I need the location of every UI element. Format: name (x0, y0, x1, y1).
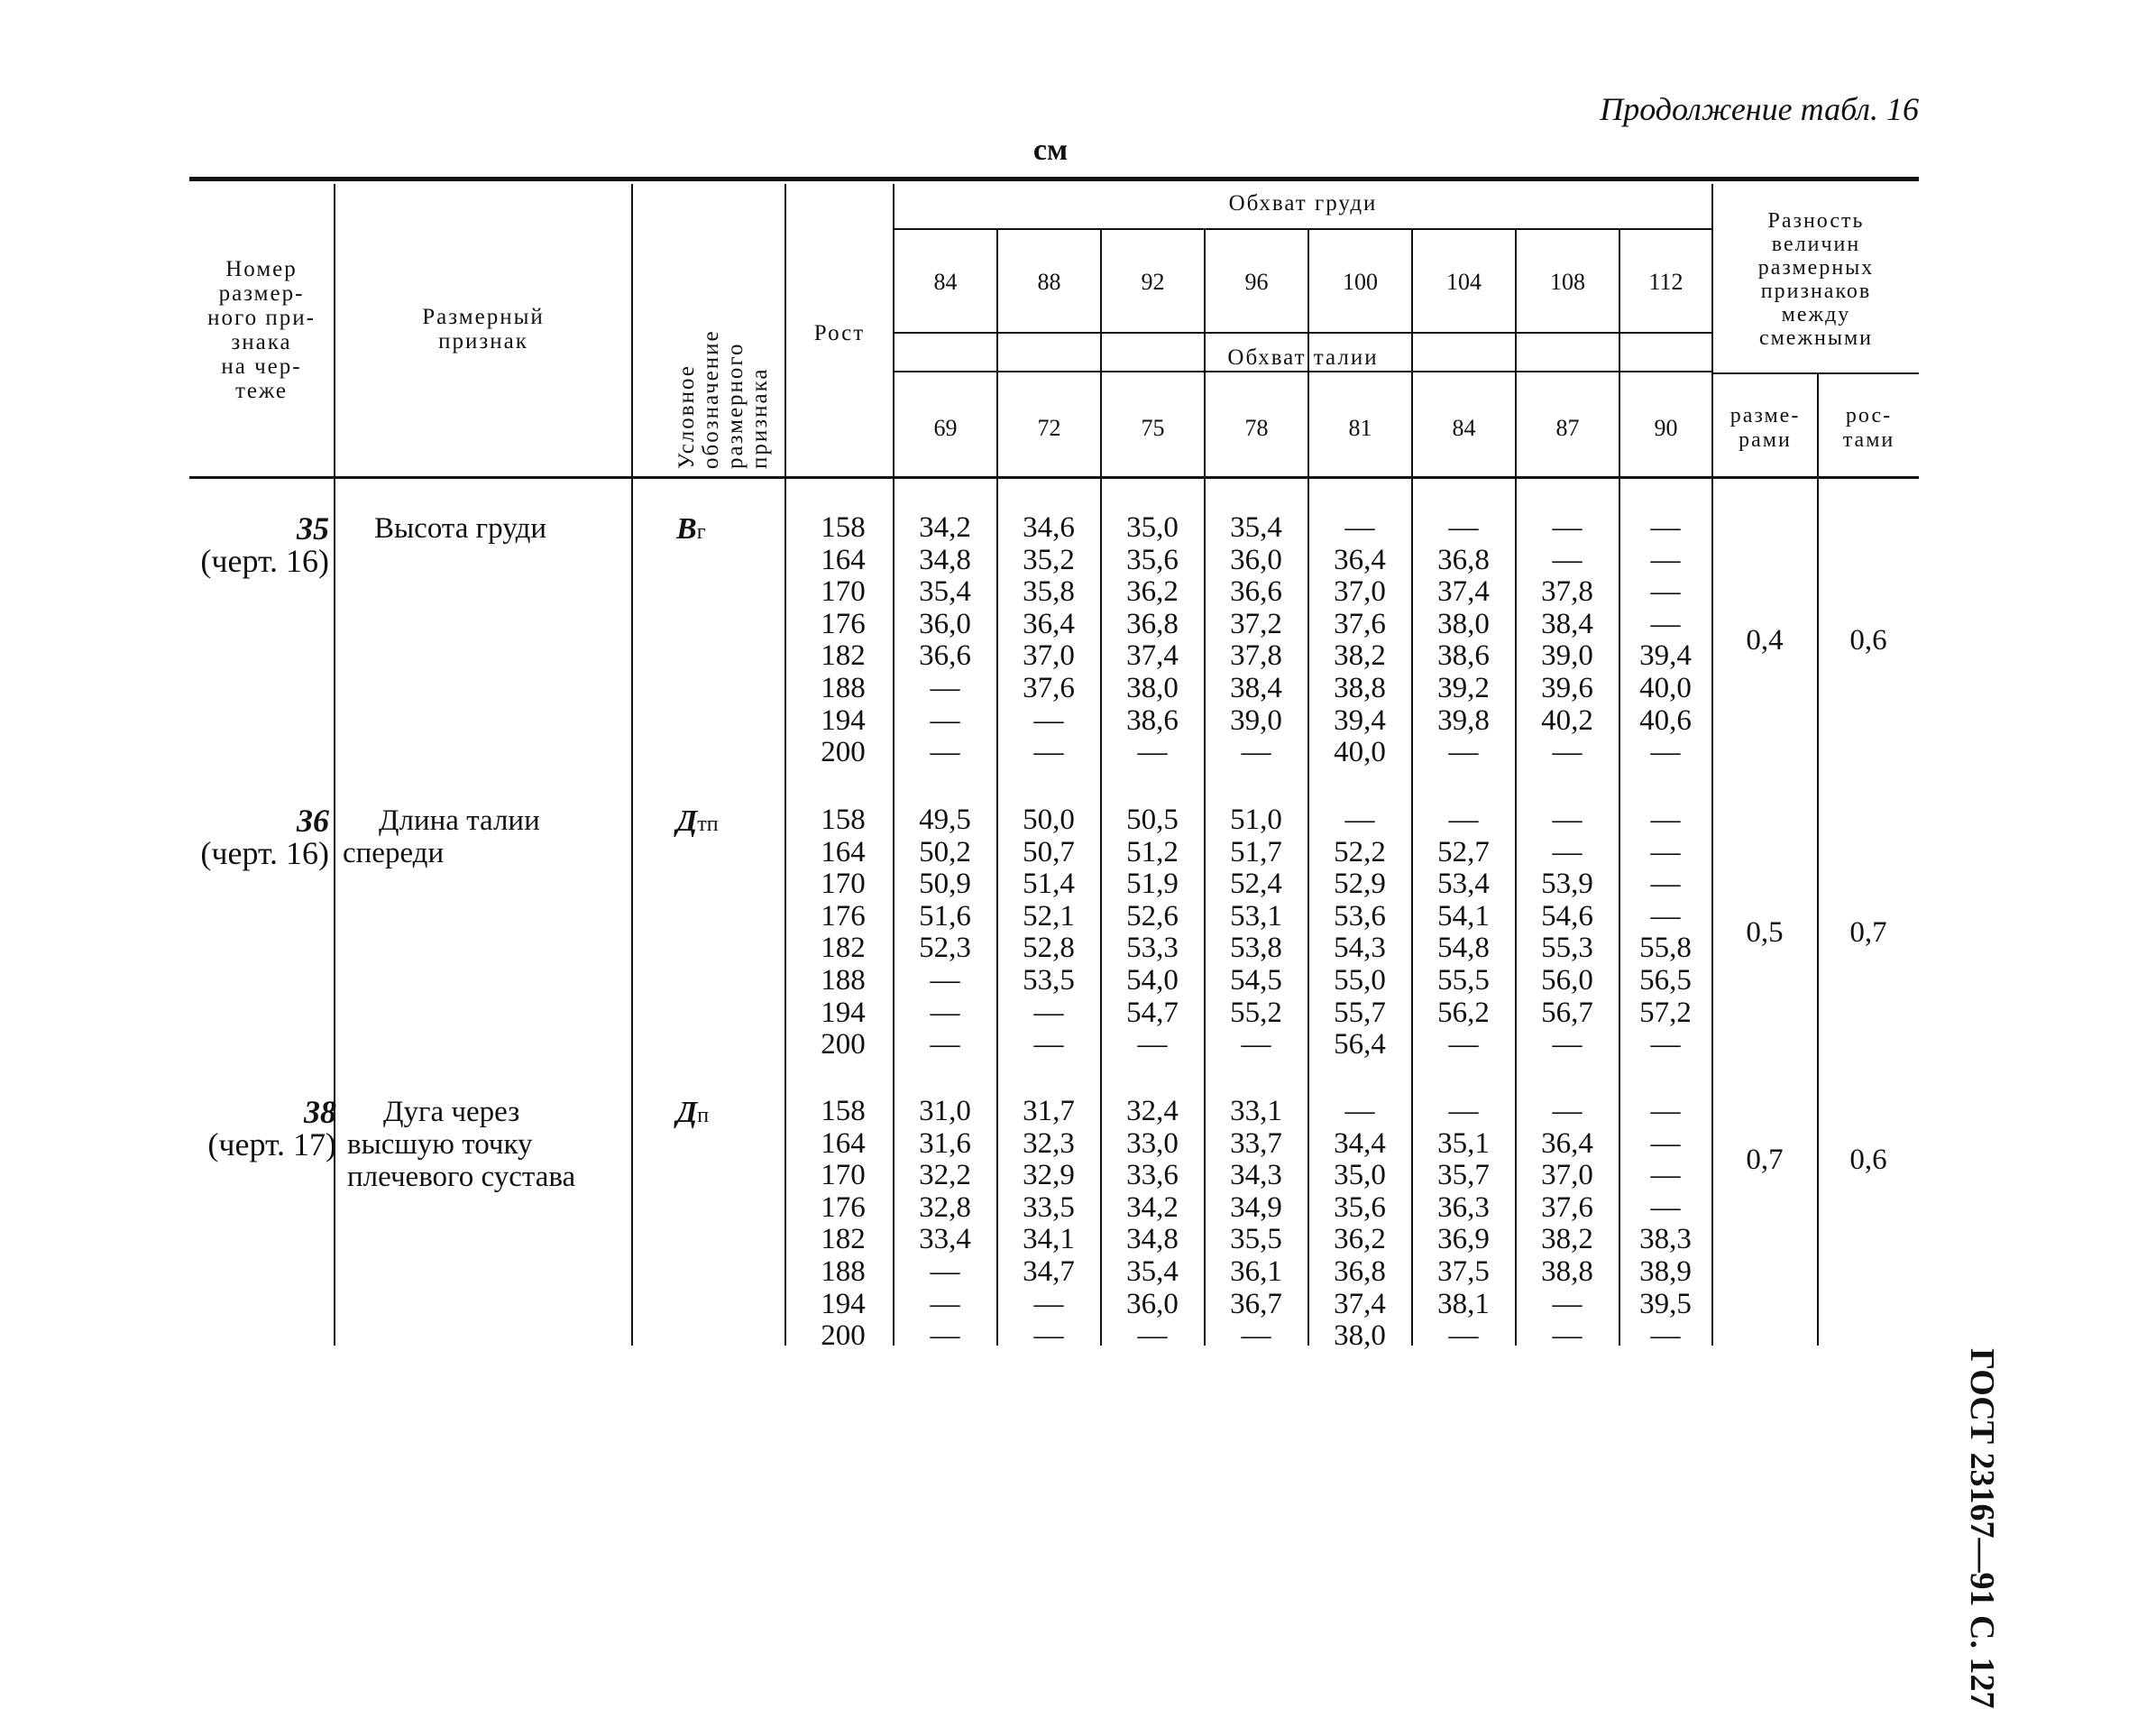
sign-number: 35 (черт. 16) (200, 510, 329, 579)
header-sign-name: Размерный признак (422, 305, 545, 354)
waist-value: 87 (1555, 415, 1580, 441)
value-column: 35,4 36,0 36,6 37,2 37,8 38,4 39,0 — (1230, 511, 1282, 769)
sign-name: Дуга через высшую точку плечевого сустава (347, 1096, 576, 1193)
table-caption: Продолжение табл. 16 (1600, 91, 1919, 127)
diff-sizes-value: 0,5 (1746, 916, 1784, 949)
header-diff-heights: рос- тами (1842, 404, 1895, 452)
value-column: — 52,2 52,9 53,6 54,3 55,0 55,7 56,4 (1334, 804, 1386, 1061)
data-col-rule (1204, 230, 1206, 1346)
value-column: 34,6 35,2 35,8 36,4 37,0 37,6 — — (1023, 511, 1075, 769)
value-column: 34,2 34,8 35,4 36,0 36,6 — — — (919, 511, 971, 769)
data-col-rule (1307, 230, 1309, 1346)
chest-value: 100 (1343, 269, 1378, 295)
sign-symbol: Дтп (676, 804, 719, 838)
chest-value: 84 (933, 269, 958, 295)
diff-heights-value: 0,6 (1849, 1144, 1887, 1176)
waist-value: 75 (1141, 415, 1165, 441)
value-column: — — 37,8 38,4 39,0 39,6 40,2 — (1541, 511, 1593, 769)
sign-number: 36 (черт. 16) (200, 803, 329, 871)
height-column: 158 164 170 176 182 188 194 200 (821, 1095, 866, 1353)
value-column: 35,0 35,6 36,2 36,8 37,4 38,0 38,6 — (1126, 511, 1179, 769)
chest-value: 92 (1141, 269, 1165, 295)
value-column: 31,7 32,3 32,9 33,5 34,1 34,7 — — (1023, 1095, 1075, 1353)
value-column: — 36,4 37,0 37,6 38,2 38,8 — — (1541, 1095, 1593, 1353)
header-chest-girth: Обхват груди (1228, 191, 1378, 216)
value-column: 51,0 51,7 52,4 53,1 53,8 54,5 55,2 — (1230, 804, 1282, 1061)
header-diff-sizes: разме- рами (1729, 404, 1801, 452)
diff-heights-value: 0,7 (1849, 916, 1887, 949)
sign-name: Высота груди (374, 512, 547, 545)
value-column: 33,1 33,7 34,3 34,9 35,5 36,1 36,7 — (1230, 1095, 1282, 1353)
header-sign-number: Номер размер- ного при- знака на чер- теже (207, 257, 316, 403)
document-side-label: ГОСТ 23167—91 С. 127 (1963, 1348, 2001, 1709)
diff-heights-value: 0,6 (1849, 624, 1887, 657)
waist-value: 81 (1348, 415, 1372, 441)
waist-value: 72 (1037, 415, 1061, 441)
value-column: 50,0 50,7 51,4 52,1 52,8 53,5 — — (1023, 804, 1075, 1061)
chest-values-rule (895, 332, 1711, 334)
header-difference: Разность величин размерных признаков между смежными (1757, 209, 1875, 350)
col-rule (1817, 372, 1819, 1346)
header-bottom-rule (189, 476, 1919, 479)
height-column: 158 164 170 176 182 188 194 200 (821, 511, 866, 769)
data-col-rule (996, 230, 998, 1346)
header-designation: Условное обозначение размерного признака (674, 329, 772, 469)
chest-header-rule (895, 228, 1711, 230)
waist-value: 84 (1452, 415, 1476, 441)
data-col-rule (1100, 230, 1102, 1346)
difference-header-rule (1713, 372, 1919, 374)
value-column: — — 53,9 54,6 55,3 56,0 56,7 — (1541, 804, 1593, 1061)
col-rule (784, 184, 786, 1346)
diff-sizes-value: 0,4 (1746, 624, 1784, 657)
data-col-rule (1515, 230, 1517, 1346)
col-rule (334, 184, 335, 1346)
sign-symbol: Дп (676, 1096, 710, 1129)
sign-name: Длина талии спереди (343, 804, 540, 869)
value-column: 49,5 50,2 50,9 51,6 52,3 — — — (919, 804, 971, 1061)
chest-value: 96 (1244, 269, 1269, 295)
chest-value: 88 (1037, 269, 1061, 295)
waist-value: 69 (933, 415, 958, 441)
unit-label: см (1032, 133, 1069, 167)
waist-header-rule (895, 371, 1711, 372)
height-column: 158 164 170 176 182 188 194 200 (821, 804, 866, 1061)
value-column: — 34,4 35,0 35,6 36,2 36,8 37,4 38,0 (1334, 1095, 1386, 1353)
diff-sizes-value: 0,7 (1746, 1144, 1784, 1176)
chest-value: 104 (1446, 269, 1482, 295)
value-column: 50,5 51,2 51,9 52,6 53,3 54,0 54,7 — (1126, 804, 1179, 1061)
header-height: Рост (813, 321, 866, 345)
table-top-rule (189, 177, 1919, 181)
waist-value: 90 (1654, 415, 1678, 441)
waist-value: 78 (1244, 415, 1269, 441)
chest-value: 108 (1550, 269, 1585, 295)
col-rule (631, 184, 633, 1346)
header-waist-girth: Обхват талии (1227, 345, 1379, 370)
value-column: — — — — 39,4 40,0 40,6 — (1639, 511, 1692, 769)
value-column: — 36,8 37,4 38,0 38,6 39,2 39,8 — (1437, 511, 1490, 769)
value-column: — 52,7 53,4 54,1 54,8 55,5 56,2 — (1437, 804, 1490, 1061)
value-column: 31,0 31,6 32,2 32,8 33,4 — — — (919, 1095, 971, 1353)
sign-symbol: Вг (676, 512, 706, 546)
value-column: — — — — 55,8 56,5 57,2 — (1639, 804, 1692, 1061)
sign-number: 38 (черт. 17) (207, 1094, 336, 1162)
value-column: 32,4 33,0 33,6 34,2 34,8 35,4 36,0 — (1126, 1095, 1179, 1353)
value-column: — — — — 38,3 38,9 39,5 — (1639, 1095, 1692, 1353)
data-col-rule (1411, 230, 1413, 1346)
value-column: — 36,4 37,0 37,6 38,2 38,8 39,4 40,0 (1334, 511, 1386, 769)
chest-value: 112 (1648, 269, 1684, 295)
value-column: — 35,1 35,7 36,3 36,9 37,5 38,1 — (1437, 1095, 1490, 1353)
